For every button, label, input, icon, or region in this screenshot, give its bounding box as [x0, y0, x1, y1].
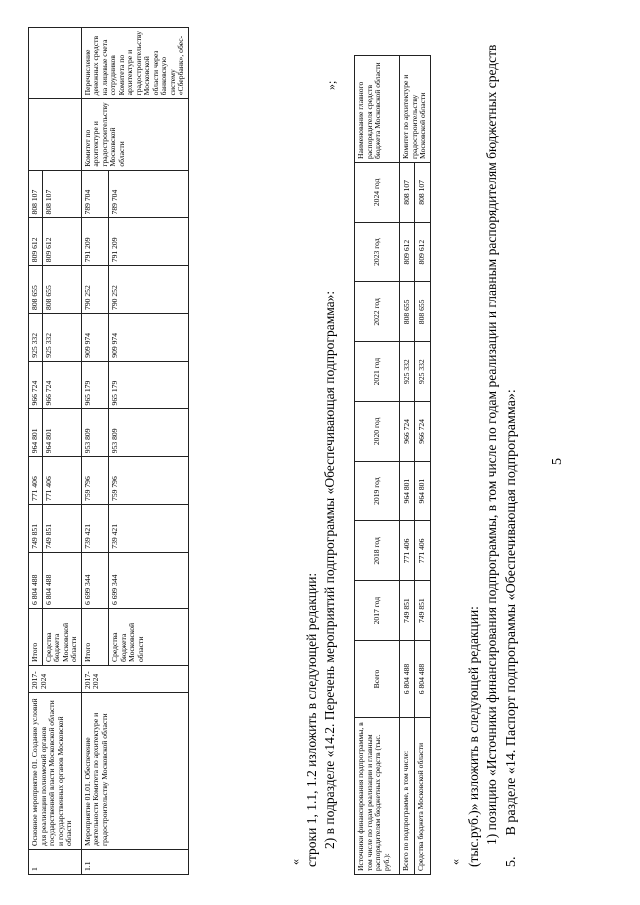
table-row — [400, 56, 415, 875]
row-value: 749 851 — [29, 504, 43, 552]
row-value: 966 724 — [42, 361, 81, 409]
item1-line1: 1) позицию «Источники финансирования подпрограммы, в том числе по годам реализации и главным распорядителям бюджетных средств — [484, 44, 499, 845]
row-value: 965 179 — [109, 361, 189, 409]
row-number: 1 — [29, 850, 82, 875]
table-row — [29, 28, 43, 875]
row-value: 808 655 — [400, 282, 415, 342]
row-name: Мероприятие 01.01. Обеспечение деятельности Комитета по архитектуре и градостроительству Московской области — [81, 693, 188, 850]
header-year: 2020 год — [355, 402, 400, 462]
header-year: 2021 год — [355, 342, 400, 402]
row-executor — [29, 99, 82, 170]
row-value: 966 724 — [400, 402, 415, 462]
row-period: 2017-2024 — [81, 666, 188, 693]
open-quote-2: « — [288, 859, 302, 865]
row-value: 964 801 — [400, 461, 415, 521]
row-value: 925 332 — [29, 313, 43, 361]
header-year: 2022 год — [355, 282, 400, 342]
row-value: 791 209 — [81, 218, 109, 266]
row-value: 909 974 — [81, 313, 109, 361]
row-value: 739 421 — [81, 504, 109, 552]
row-value: 925 332 — [415, 342, 430, 402]
row-value: 964 801 — [29, 409, 43, 457]
row-period: 2017-2024 — [29, 666, 82, 693]
header-year: 2024 год — [355, 163, 400, 223]
row-value: 809 612 — [415, 222, 430, 282]
row-value: 759 796 — [109, 457, 189, 505]
row-value: 759 796 — [81, 457, 109, 505]
open-quote-1: « — [448, 859, 462, 865]
header-year: 2017 год — [355, 581, 400, 641]
financing-table — [354, 55, 431, 875]
row-label: Средства бюджета Московской области — [415, 718, 430, 875]
header-year: 2019 год — [355, 461, 400, 521]
section-number: 5. — [504, 856, 519, 867]
row-value: 749 851 — [415, 581, 430, 641]
row-result — [29, 28, 82, 99]
row-source: Итого — [29, 609, 43, 666]
row-value: 749 851 — [400, 581, 415, 641]
row-value: 809 612 — [400, 222, 415, 282]
row-value: 953 809 — [109, 409, 189, 457]
row-value: 953 809 — [81, 409, 109, 457]
row-source: Средства бюджета Московской области — [109, 609, 189, 666]
row-source: Итого — [81, 609, 109, 666]
item2-line1: 2) в подразделе «14.2. Перечень мероприятий подпрограммы «Обеспечивающая подпрограмма»: — [322, 290, 337, 849]
row-value: 789 704 — [109, 170, 189, 218]
row-value: 6 804 488 — [42, 552, 81, 608]
row-value: 808 107 — [29, 170, 43, 218]
table-row — [415, 56, 430, 875]
item1-line2: (тыс.руб.)» изложить в следующей редакции: — [466, 606, 481, 867]
row-value: 790 252 — [81, 266, 109, 314]
row-value: 771 406 — [42, 457, 81, 505]
activities-table — [28, 27, 189, 875]
row-value: 808 655 — [29, 266, 43, 314]
header-manager: Наименование главного распорядителя средств бюджета Московской области — [355, 56, 400, 163]
row-value: 790 252 — [109, 266, 189, 314]
row-value: 925 332 — [400, 342, 415, 402]
row-value: 771 406 — [400, 521, 415, 581]
row-manager: Комитет по архитектуре и градостроительству Московской области — [400, 56, 431, 163]
row-value: 809 612 — [42, 218, 81, 266]
row-total: 6 804 488 — [415, 641, 430, 718]
section-heading — [504, 389, 520, 867]
row-value: 809 612 — [29, 218, 43, 266]
row-value: 966 724 — [415, 402, 430, 462]
table-row — [81, 28, 109, 875]
row-value: 808 107 — [400, 163, 415, 223]
item2-line2: строки 1, 1.1, 1.2 изложить в следующей редакции: — [304, 572, 319, 867]
row-value: 6 699 344 — [109, 552, 189, 608]
row-value: 966 724 — [29, 361, 43, 409]
row-value: 808 107 — [42, 170, 81, 218]
row-value: 739 421 — [109, 504, 189, 552]
row-executor: Комитет по архитектуре и градостроительству Московской области — [81, 99, 188, 170]
header-total: Всего — [355, 641, 400, 718]
row-value: 6 804 488 — [29, 552, 43, 608]
row-value: 771 406 — [415, 521, 430, 581]
row-source: Средства бюджета Московской области — [42, 609, 81, 666]
row-value: 964 801 — [42, 409, 81, 457]
row-value: 771 406 — [29, 457, 43, 505]
header-year: 2018 год — [355, 521, 400, 581]
row-value: 808 107 — [415, 163, 430, 223]
row-value: 749 851 — [42, 504, 81, 552]
header-year: 2023 год — [355, 222, 400, 282]
row-value: 965 179 — [81, 361, 109, 409]
row-value: 964 801 — [415, 461, 430, 521]
row-value: 909 974 — [109, 313, 189, 361]
section-title: В разделе «14. Паспорт подпрограммы «Обеспечивающая подпрограмма»: — [504, 389, 519, 836]
row-value: 808 655 — [415, 282, 430, 342]
row-total: 6 804 488 — [400, 641, 415, 718]
close-quote-1: »; — [324, 80, 338, 90]
header-source: Источники финансирования подпрограммы, в том числе по годам реализации и главным распорядителям бюджетных средств (тыс. руб.): — [355, 718, 400, 875]
page-number: 5 — [550, 458, 565, 465]
row-value: 925 332 — [42, 313, 81, 361]
row-name: Основное мероприятие 01. Создание условий для реализации полномочий органов государственной власти Московской области и государственных органов Московской области — [29, 693, 82, 850]
row-number: 1.1 — [81, 850, 188, 875]
row-value: 808 655 — [42, 266, 81, 314]
row-value: 6 699 344 — [81, 552, 109, 608]
row-value: 789 704 — [81, 170, 109, 218]
row-result: Перечисление денежных средств на лицевые счета сотрудников Комитета по архитектуре и градостроительству Московской области через банковскую систему «Сбербанк», обес- — [81, 28, 188, 99]
row-value: 791 209 — [109, 218, 189, 266]
row-label: Всего по подпрограмме, в том числе: — [400, 718, 415, 875]
